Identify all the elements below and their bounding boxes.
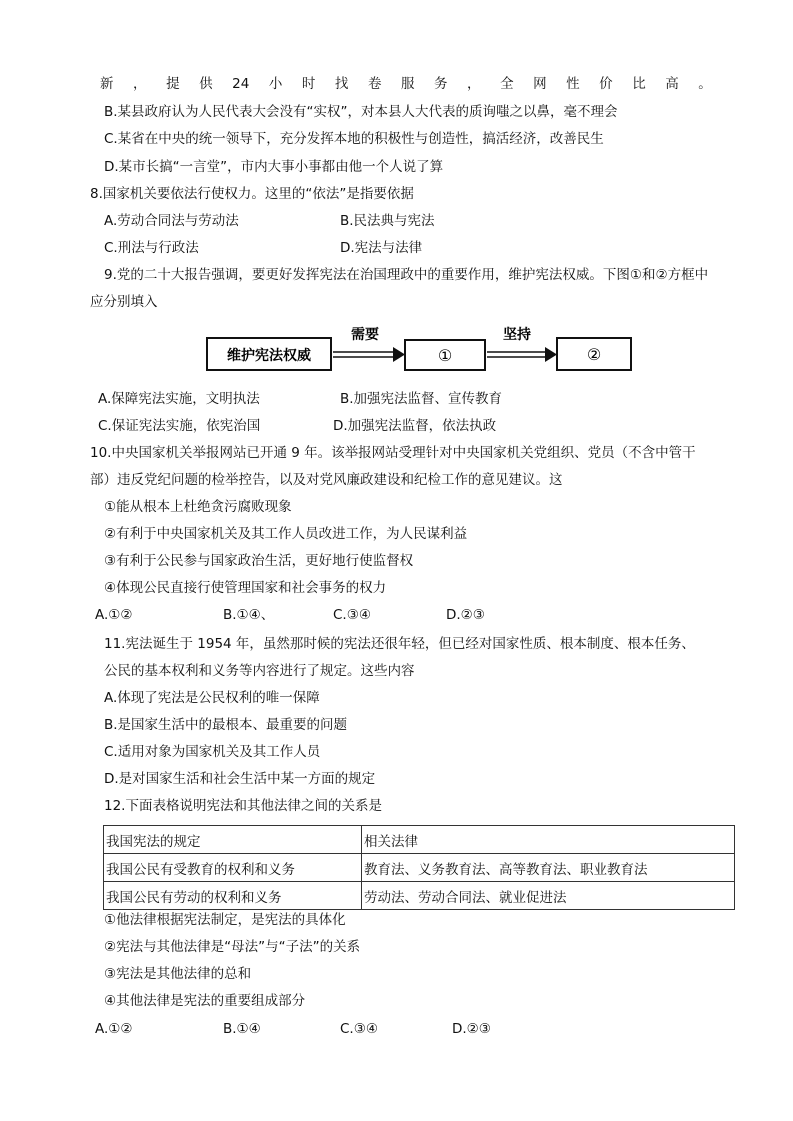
diagram-box-start-label: 维护宪法权威 [227, 348, 311, 364]
q7-char: 时 [301, 76, 316, 92]
q11-option-b: B.是国家生活中的最根本、最重要的问题 [104, 717, 348, 733]
q12-statement-3: ③宪法是其他法律的总和 [104, 966, 252, 982]
q10-statement-3: ③有利于公民参与国家政治生活，更好地行使监督权 [104, 553, 414, 569]
q9-option-d: D.加强宪法监督，依法执政 [333, 418, 497, 434]
q7-char: 找 [334, 76, 349, 92]
q10-option-c: C.③④ [333, 607, 371, 623]
q7-char: 网 [533, 76, 547, 92]
q12-option-b: B.①④ [223, 1021, 261, 1037]
q7-option-b: B.某县政府认为人民代表大会没有“实权”，对本县人大代表的质询嗤之以鼻，毫不理会 [104, 104, 618, 120]
q7-char: 小 [268, 76, 283, 92]
q9-stem-line1: 9.党的二十大报告强调，要更好发挥宪法在治国理政中的重要作用，维护宪法权威。下图①和②方框中 [104, 267, 709, 283]
q7-char: 比 [632, 76, 646, 92]
q7-char: 供 [199, 76, 213, 92]
q12-option-a: A.①② [95, 1021, 133, 1037]
q12-table [103, 825, 735, 910]
q8-option-a: A.劳动合同法与劳动法 [104, 213, 239, 229]
q7-option-d: D.某市长搞“一言堂”，市内大事小事都由他一个人说了算 [104, 159, 444, 175]
q11-option-a: A.体现了宪法是公民权利的唯一保障 [104, 690, 320, 706]
diagram-arrow1-label: 需要 [351, 327, 379, 343]
q10-statement-4: ④体现公民直接行使管理国家和社会事务的权力 [104, 580, 387, 596]
diagram-arrow1-head [393, 347, 405, 362]
q8-option-b: B.民法典与宪法 [340, 213, 435, 229]
q7-char: 务 [434, 76, 448, 92]
q12-option-d: D.②③ [452, 1021, 491, 1037]
q7-char: 服 [400, 76, 415, 92]
q7-char: ， [467, 76, 481, 92]
q7-char: 全 [500, 76, 514, 92]
diagram-arrow2-label: 坚持 [503, 327, 531, 343]
table-cell: 劳动法、劳动合同法、就业促进法 [362, 882, 735, 910]
q10-stem-line2: 部）违反党纪问题的检举控告，以及对党风廉政建设和纪检工作的意见建议。这 [90, 472, 563, 488]
q11-option-d: D.是对国家生活和社会生活中某一方面的规定 [104, 771, 376, 787]
q11-stem-line2: 公民的基本权利和义务等内容进行了规定。这些内容 [104, 663, 415, 679]
q9-option-c: C.保证宪法实施，依宪治国 [98, 418, 261, 434]
q7-char: ， [133, 76, 147, 92]
q8-option-c: C.刑法与行政法 [104, 240, 199, 256]
q8-option-d: D.宪法与法律 [340, 240, 423, 256]
q9-stem-line2: 应分别填入 [90, 294, 158, 310]
q8-stem: 8.国家机关要依法行使权力。这里的“依法”是指要依据 [90, 186, 414, 202]
q10-statement-1: ①能从根本上杜绝贪污腐败现象 [104, 499, 292, 515]
q7-char: 性 [566, 76, 580, 92]
q12-statement-4: ④其他法律是宪法的重要组成部分 [104, 993, 306, 1009]
q12-statement-2: ②宪法与其他法律是“母法”与“子法”的关系 [104, 939, 361, 955]
q7-char: 新 [100, 76, 114, 92]
q9-option-a: A.保障宪法实施，文明执法 [98, 391, 260, 407]
diagram-arrow2-head [545, 347, 557, 362]
diagram-box-1-label: ① [437, 346, 453, 365]
table-row [104, 854, 735, 882]
q10-option-a: A.①② [95, 607, 133, 623]
q10-option-d: D.②③ [446, 607, 485, 623]
table-cell: 我国公民有劳动的权利和义务 [104, 882, 362, 910]
q12-stem: 12.下面表格说明宪法和其他法律之间的关系是 [104, 798, 382, 814]
table-row [104, 882, 735, 910]
q11-stem-line1: 11.宪法诞生于 1954 年，虽然那时候的宪法还很年轻，但已经对国家性质、根本制度、根本任务、 [104, 636, 695, 652]
table-row [104, 826, 735, 854]
q10-stem-line1: 10.中央国家机关举报网站已开通 9 年。该举报网站受理针对中央国家机关党组织、党员（不含中管干 [90, 445, 696, 461]
q7-char: 24 [232, 76, 250, 92]
q7-char: 提 [166, 76, 180, 92]
q9-option-b: B.加强宪法监督、宣传教育 [340, 391, 503, 407]
q7-line-a [100, 74, 712, 94]
q10-statement-2: ②有利于中央国家机关及其工作人员改进工作，为人民谋利益 [104, 526, 468, 542]
q12-option-c: C.③④ [340, 1021, 378, 1037]
q9-flow-diagram [205, 322, 635, 378]
q7-option-c: C.某省在中央的统一领导下，充分发挥本地的积极性与创造性，搞活经济，改善民生 [104, 131, 604, 147]
q12-statement-1: ①他法律根据宪法制定，是宪法的具体化 [104, 912, 346, 928]
table-header-cell: 相关法律 [362, 826, 735, 854]
q7-char: 价 [599, 76, 613, 92]
table-cell: 教育法、义务教育法、高等教育法、职业教育法 [362, 854, 735, 882]
q7-char: 卷 [367, 76, 382, 92]
diagram-box-2-label: ② [586, 345, 602, 364]
table-header-cell: 我国宪法的规定 [104, 826, 362, 854]
q7-char: 。 [698, 76, 712, 92]
q11-option-c: C.适用对象为国家机关及其工作人员 [104, 744, 321, 760]
table-cell: 我国公民有受教育的权利和义务 [104, 854, 362, 882]
q7-char: 高 [665, 76, 679, 92]
q10-option-b: B.①④、 [223, 607, 275, 623]
